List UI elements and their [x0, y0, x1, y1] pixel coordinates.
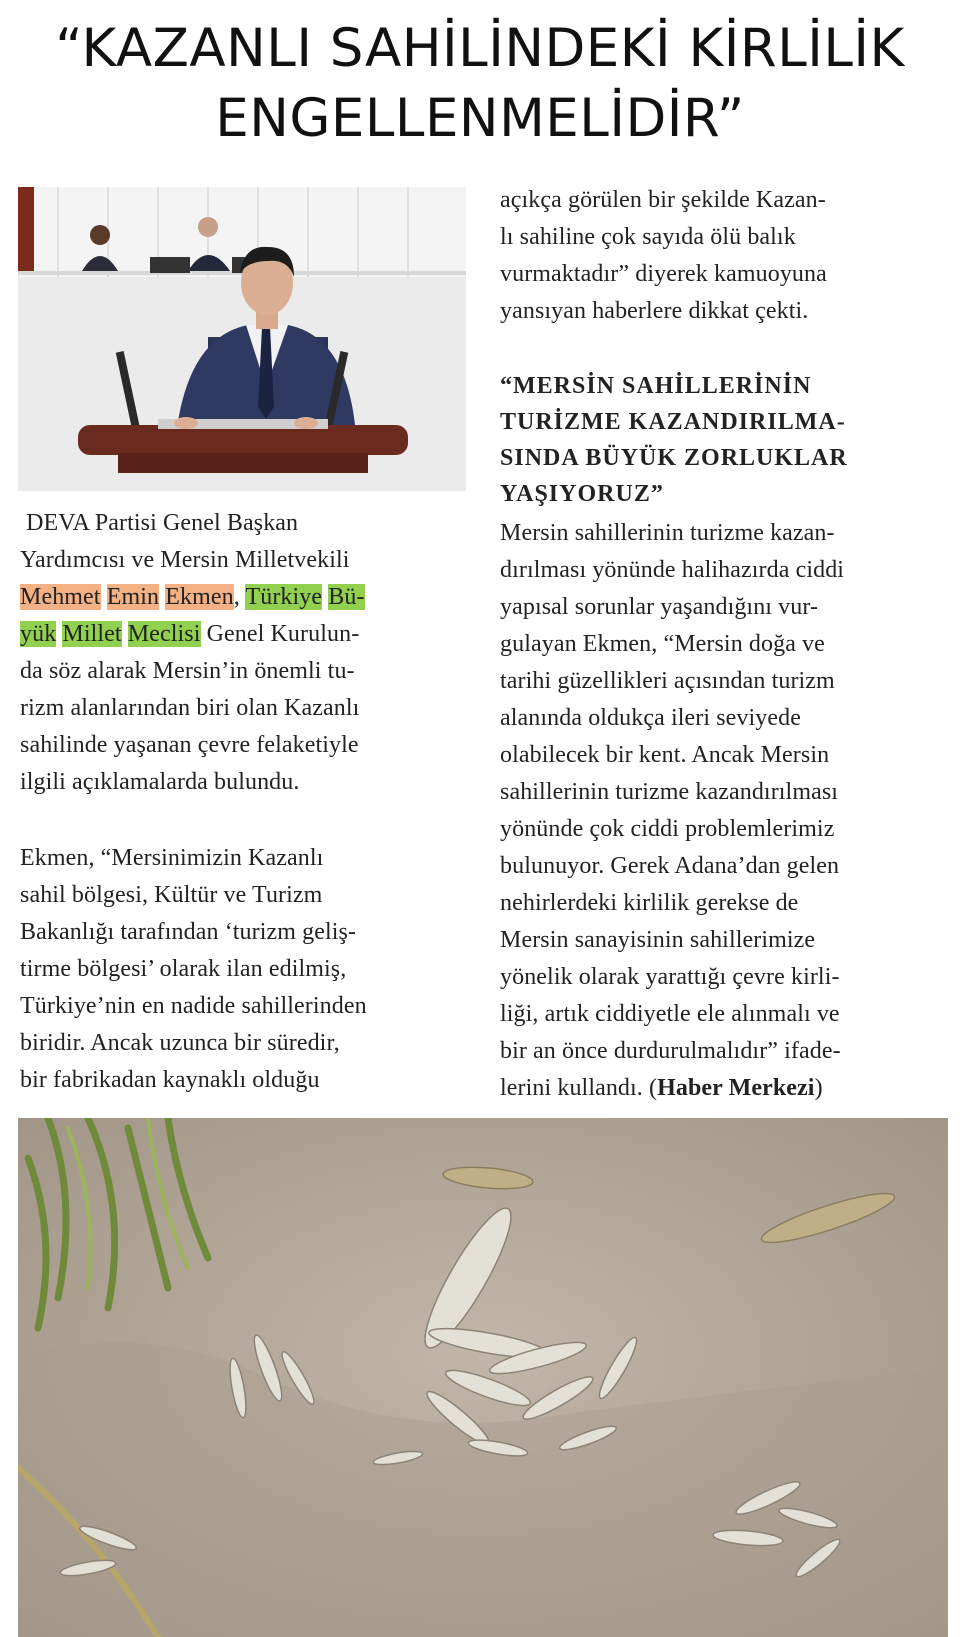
intro-comma: , — [233, 584, 246, 610]
body-right-line: yapısal sorunlar yaşandığını vur- — [500, 594, 819, 620]
quote-right-line: yansıyan haberlere dikkat çekti. — [500, 298, 809, 324]
quote-right-line: vurmaktadır” diyerek kamuoyuna — [500, 261, 827, 287]
intro-line-2: Yardımcısı ve Mersin Milletvekili — [20, 547, 350, 573]
quote-paragraph-right — [500, 182, 945, 330]
body-right-line: gulayan Ekmen, “Mersin doğa ve — [500, 631, 825, 657]
body-right-line: sahillerinin turizme kazandırılması — [500, 779, 839, 805]
quote-left-line: tirme bölgesi’ olarak ilan edilmiş, — [20, 956, 347, 982]
quote-paragraph-left — [20, 840, 468, 1099]
body-right-last-line — [500, 1070, 945, 1107]
highlight-institution-1: Türkiye — [245, 584, 323, 610]
quote-left-line: sahil bölgesi, Kültür ve Turizm — [20, 882, 323, 908]
quote-left-line: biridir. Ancak uzunca bir süredir, — [20, 1030, 340, 1056]
intro-line-4-rest: Genel Kurulun- — [200, 621, 360, 647]
highlight-name-3: Ekmen — [165, 584, 234, 610]
headline — [0, 14, 960, 154]
highlight-institution-5: Meclisi — [127, 621, 201, 647]
quote-left-line: Ekmen, “Mersinimizin Kazanlı — [20, 845, 324, 871]
body-right-line: tarihi güzellikleri açısından turizm — [500, 668, 835, 694]
intro-line-1: DEVA Partisi Genel Başkan — [26, 510, 299, 536]
last-line-suffix: ) — [814, 1075, 823, 1101]
intro-line-5: da söz alarak Mersin’in önemli tu- — [20, 658, 355, 684]
intro-line-7: sahilinde yaşanan çevre felaketiyle — [20, 732, 359, 758]
highlight-name-1: Mehmet — [20, 584, 101, 610]
quote-left-line: bir fabrikadan kaynaklı olduğu — [20, 1067, 320, 1093]
body-right-line: dırılması yönünde halihazırda ciddi — [500, 557, 845, 583]
quote-right-line: açıkça görülen bir şekilde Kazan- — [500, 187, 826, 213]
intro-line-4 — [20, 616, 468, 653]
body-right-line: yönünde çok ciddi problemlerimiz — [500, 816, 835, 842]
highlight-institution-4: Millet — [62, 621, 122, 647]
quote-left-line: Türkiye’nin en nadide sahillerinden — [20, 993, 367, 1019]
subheading-line: “MERSİN SAHİLLERİNİN — [500, 373, 812, 399]
intro-line-3 — [20, 579, 468, 616]
body-right-line: bir an önce durdurulmalıdır” ifade- — [500, 1038, 841, 1064]
subheading-line: TURİZME KAZANDIRILMA- — [500, 409, 846, 435]
body-paragraph-right — [500, 515, 945, 1107]
highlight-name-2: Emin — [106, 584, 160, 610]
body-right-line: Mersin sahillerinin turizme kazan- — [500, 520, 835, 546]
dead-fish-photo — [18, 1118, 948, 1637]
body-right-line: liği, artık ciddiyetle ele alınmalı ve — [500, 1001, 840, 1027]
last-line-prefix: lerini kullandı. ( — [500, 1075, 658, 1101]
body-right-line: alanında oldukça ileri seviyede — [500, 705, 801, 731]
body-right-line: olabilecek bir kent. Ancak Mersin — [500, 742, 830, 768]
highlight-institution-3: yük — [20, 621, 57, 647]
subheading-line: SINDA BÜYÜK ZORLUKLAR — [500, 445, 848, 471]
body-right-line: Mersin sanayisinin sahillerimize — [500, 927, 816, 953]
quote-left-line: Bakanlığı tarafından ‘turizm geliş- — [20, 919, 357, 945]
headline-line-2: ENGELLENMELİDİR” — [215, 88, 745, 149]
body-right-line: bulunuyor. Gerek Adana’dan gelen — [500, 853, 840, 879]
source-credit: Haber Merkezi — [657, 1075, 815, 1101]
speaker-photo — [18, 187, 466, 491]
subheading — [500, 368, 945, 512]
intro-line-6: rizm alanlarından biri olan Kazanlı — [20, 695, 360, 721]
subheading-line: YAŞIYORUZ” — [500, 481, 664, 507]
intro-paragraph — [20, 505, 468, 801]
body-right-line: nehirlerdeki kirlilik gerekse de — [500, 890, 799, 916]
headline-line-1: “KAZANLI SAHİLİNDEKİ KİRLİLİK — [55, 18, 905, 79]
body-right-line: yönelik olarak yarattığı çevre kirli- — [500, 964, 840, 990]
quote-right-line: lı sahiline çok sayıda ölü balık — [500, 224, 796, 250]
highlight-institution-2: Bü- — [328, 584, 365, 610]
intro-line-8: ilgili açıklamalarda bulundu. — [20, 769, 300, 795]
